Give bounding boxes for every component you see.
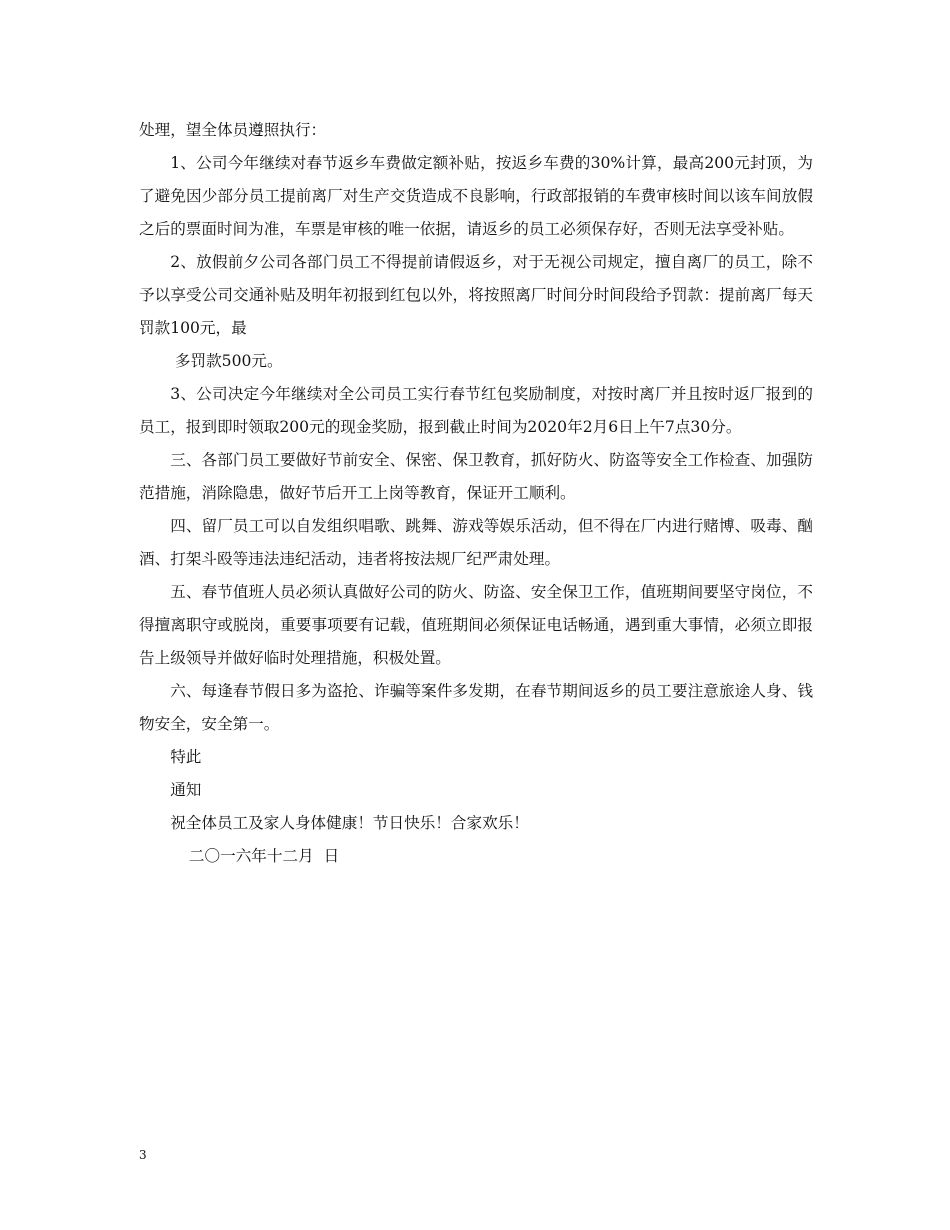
item-3: 3、公司决定今年继续对全公司员工实行春节红包奖励制度，对按时离厂并且按时返厂报到的员工，报到即时领取200元的现金奖励，报到截止时间为2020年2月6日上午7点30分。 — [139, 385, 813, 436]
wishes-line: 祝全体员工及家人身体健康！节日快乐！合家欢乐！ — [170, 814, 529, 832]
page-number: 3 — [139, 1148, 147, 1162]
intro-line: 处理，望全体员遵照执行： — [139, 121, 327, 139]
section-5: 五、春节值班人员必须认真做好公司的防火、防盗、安全保卫工作，值班期间要坚守岗位，不得擅离职守或脱岗，重要事项要有记载，值班期间必须保证电话畅通，遇到重大事情，必须立即报告上级领导并做好临时处理措施，积极处置。 — [139, 583, 813, 667]
item-2-continued: 多罚款500元。 — [174, 352, 283, 370]
closing-line-1: 特此 — [170, 748, 202, 766]
section-6: 六、每逢春节假日多为盗抢、诈骗等案件多发期，在春节期间返乡的员工要注意旅途人身、钱物安全，安全第一。 — [139, 682, 813, 733]
section-4: 四、留厂员工可以自发组织唱歌、跳舞、游戏等娱乐活动，但不得在厂内进行赌博、吸毒、酗酒、打架斗殴等违法违纪活动，违者将按法规厂纪严肃处理。 — [139, 517, 813, 568]
date-line: 二〇一六年十二月 日 — [188, 847, 340, 865]
closing-line-2: 通知 — [170, 781, 202, 799]
item-1: 1、公司今年继续对春节返乡车费做定额补贴，按返乡车费的30%计算，最高200元封顶，为了避免因少部分员工提前离厂对生产交货造成不良影响，行政部报销的车费审核时间以该车间放假之后的票面时间为准，车票是审核的唯一依据，请返乡的员工必须保存好，否则无法享受补贴。 — [139, 154, 813, 238]
document-body — [139, 114, 813, 873]
item-2: 2、放假前夕公司各部门员工不得提前请假返乡，对于无视公司规定，擅自离厂的员工，除不予以享受公司交通补贴及明年初报到红包以外，将按照离厂时间分时间段给予罚款：提前离厂每天罚款100元，最 — [139, 253, 813, 337]
section-3: 三、各部门员工要做好节前安全、保密、保卫教育，抓好防火、防盗等安全工作检查、加强防范措施，消除隐患，做好节后开工上岗等教育，保证开工顺利。 — [139, 451, 813, 502]
